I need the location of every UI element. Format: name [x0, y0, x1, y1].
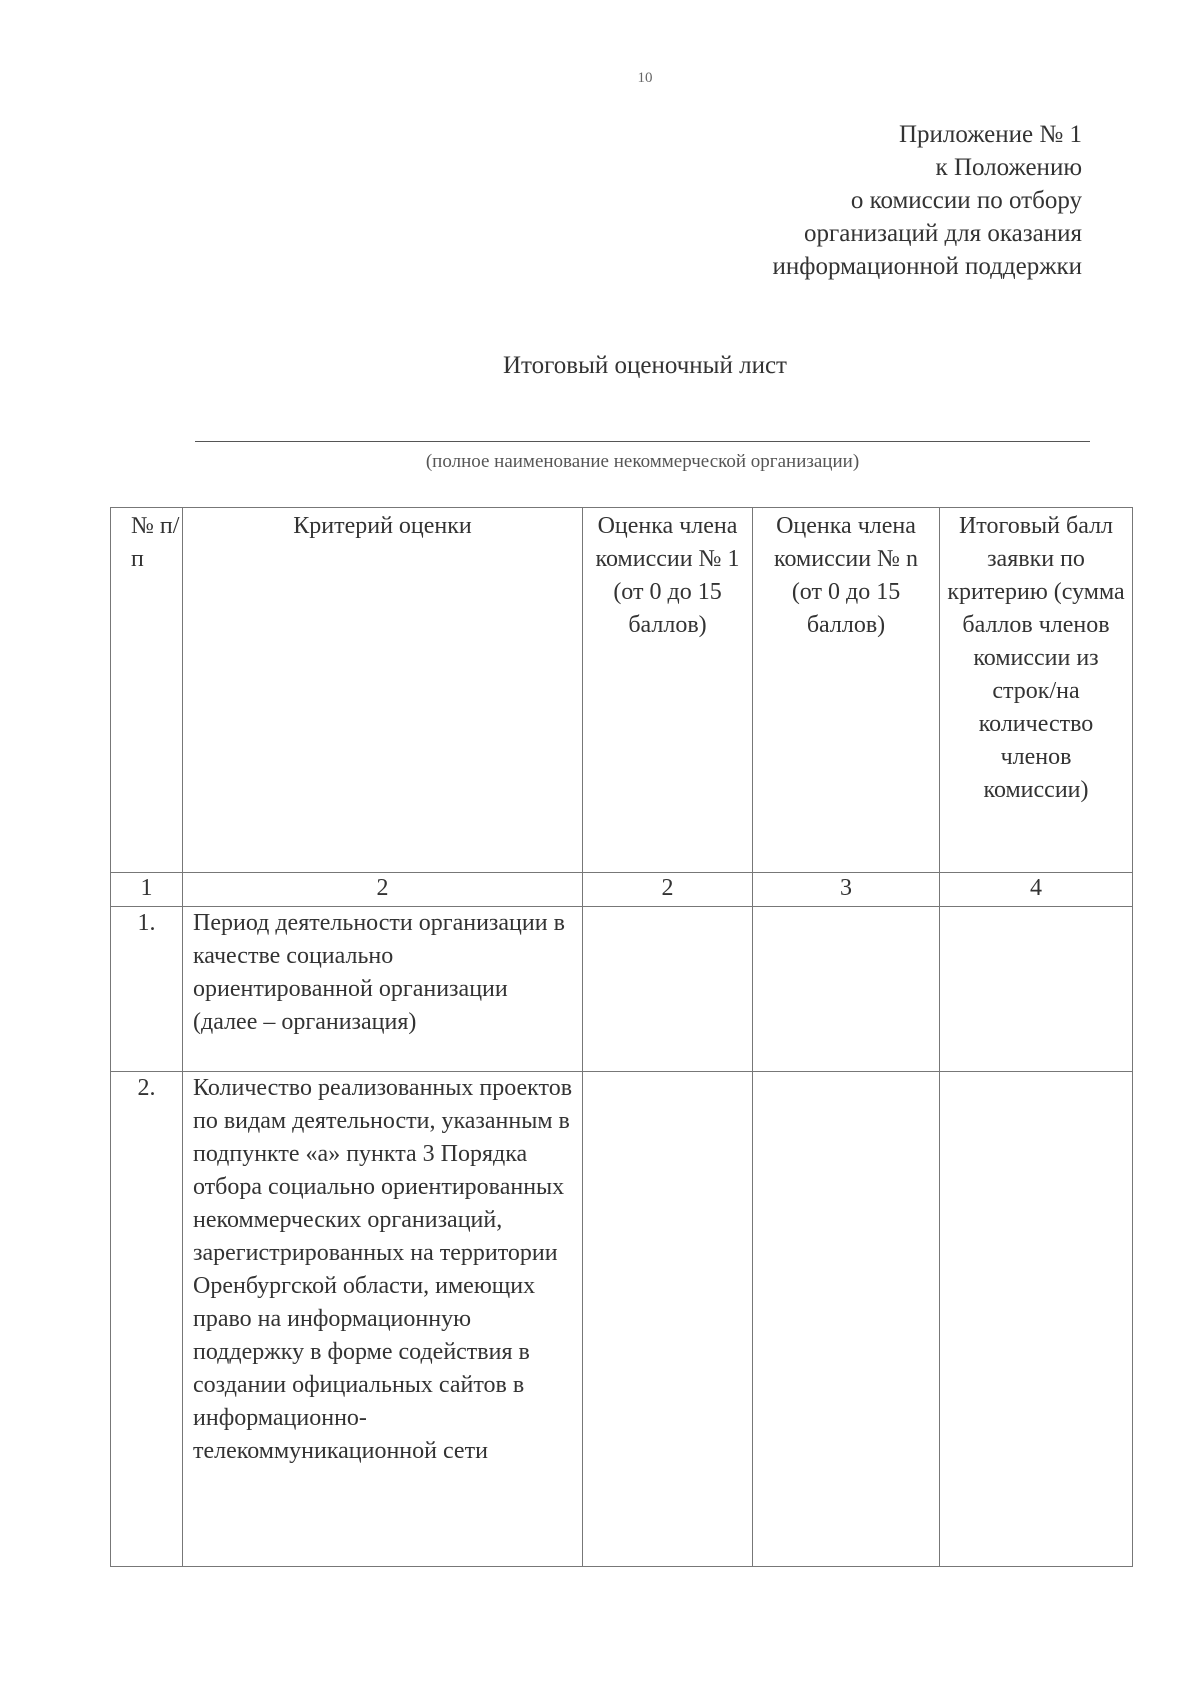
table-header-row	[111, 508, 1133, 873]
row-num: 2.	[111, 1072, 183, 1567]
row-criterion: Период деятельности организации в качестве социально ориентированной организации (далее – организация)	[183, 907, 583, 1072]
index-cell: 1	[111, 873, 183, 907]
table-index-row	[111, 873, 1133, 907]
page-number: 10	[637, 70, 653, 86]
header-member-n: Оценка члена комиссии № n (от 0 до 15 баллов)	[753, 508, 940, 873]
appendix-line: информационной поддержки	[772, 253, 1082, 280]
header-criterion: Критерий оценки	[183, 508, 583, 873]
appendix-line: организаций для оказания	[803, 220, 1082, 247]
header-member-1: Оценка члена комиссии № 1 (от 0 до 15 баллов)	[583, 508, 753, 873]
row-total-score	[940, 1072, 1133, 1567]
appendix-line: о комиссии по отбору	[850, 187, 1082, 214]
score-table	[110, 507, 1133, 1567]
header-num: № п/п	[111, 508, 183, 873]
appendix-line: к Положению	[935, 154, 1082, 181]
index-cell: 2	[583, 873, 753, 907]
row-member-n-score	[753, 907, 940, 1072]
index-cell: 2	[183, 873, 583, 907]
row-member-1-score	[583, 907, 753, 1072]
row-total-score	[940, 907, 1133, 1072]
header-total: Итоговый балл заявки по критерию (сумма баллов членов комиссии из строк/на количество членов комиссии)	[940, 508, 1133, 873]
table-row	[111, 907, 1133, 1072]
organization-name-line	[195, 441, 1090, 442]
document-title: Итоговый оценочный лист	[503, 352, 787, 379]
organization-name-caption: (полное наименование некоммерческой организации)	[425, 451, 860, 472]
appendix-header	[773, 118, 1082, 283]
row-member-1-score	[583, 1072, 753, 1567]
row-num: 1.	[111, 907, 183, 1072]
row-criterion: Количество реализованных проектов по видам деятельности, указанным в подпункте «а» пункта 3 Порядка отбора социально ориентированных некоммерческих организаций, зарегистрированных на территории Оренбургской области, имеющих право на информационную поддержку в форме содействия в создании официальных сайтов в информационно-телекоммуникационной сети	[183, 1072, 583, 1567]
index-cell: 4	[940, 873, 1133, 907]
row-member-n-score	[753, 1072, 940, 1567]
table-row	[111, 1072, 1133, 1567]
appendix-line: Приложение № 1	[898, 121, 1082, 148]
index-cell: 3	[753, 873, 940, 907]
